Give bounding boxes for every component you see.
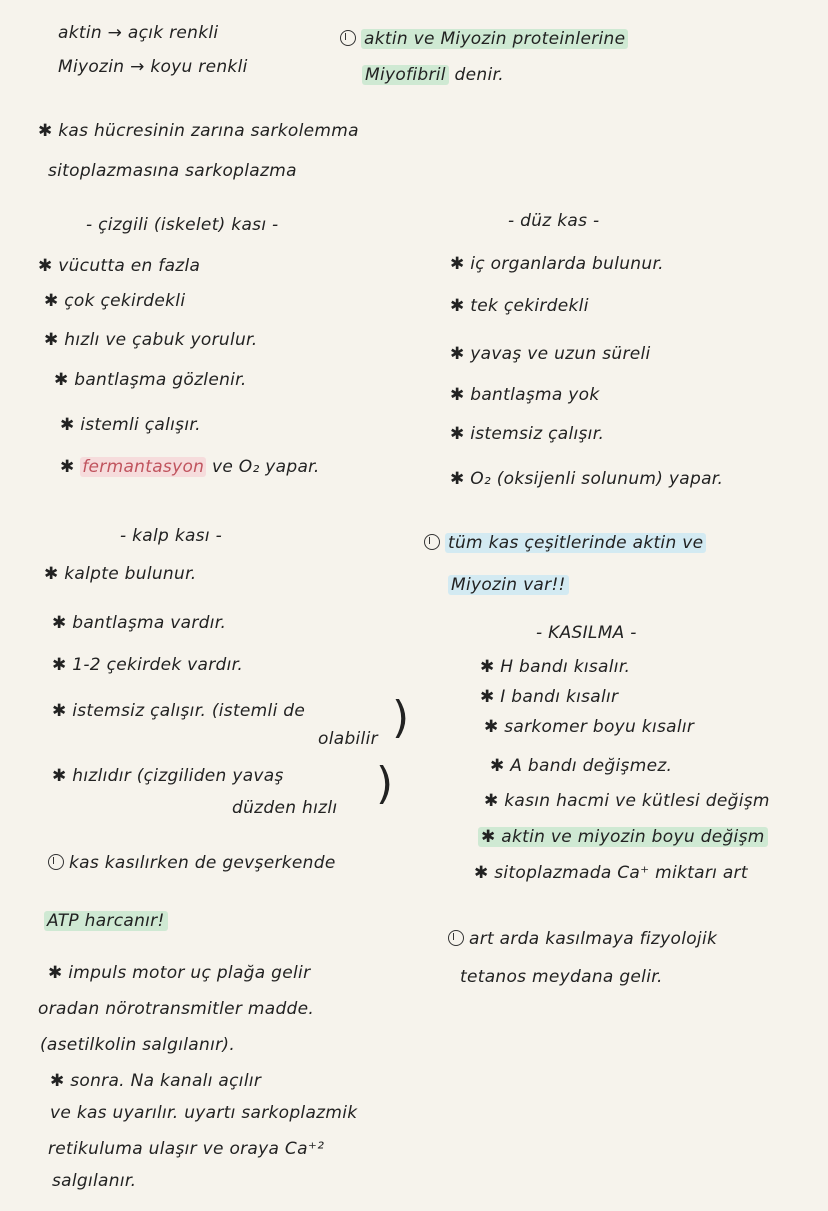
kalp-item-cont: olabilir xyxy=(318,729,378,749)
note-icon xyxy=(340,30,356,46)
kalp-item-cont: düzden hızlı xyxy=(232,798,338,818)
kalp-item: ✱ 1-2 çekirdek vardır. xyxy=(52,655,244,675)
cizgili-item: ✱ vücutta en fazla xyxy=(38,256,201,276)
cizgili-item: ✱ bantlaşma gözlenir. xyxy=(54,370,247,390)
cizgili-title: - çizgili (iskelet) kası - xyxy=(86,215,279,235)
impuls-line: oradan nörotransmitler madde. xyxy=(38,999,315,1019)
note-tum-kas: tüm kas çeşitlerinde aktin ve xyxy=(424,532,706,554)
note-miyofibril-2: Miyofibril denir. xyxy=(362,64,504,86)
note-atp-2: ATP harcanır! xyxy=(44,910,168,932)
note-atp: kas kasılırken de gevşerkende xyxy=(48,852,336,874)
kasilma-item: ✱ H bandı kısalır. xyxy=(480,657,631,677)
cizgili-item: ✱ hızlı ve çabuk yorulur. xyxy=(44,330,258,350)
duz-item: ✱ istemsiz çalışır. xyxy=(450,424,605,444)
kas-hucresi-line-2: sitoplazmasına sarkoplazma xyxy=(48,161,297,181)
kalp-item: ✱ istemsiz çalışır. (istemli de xyxy=(52,701,306,721)
kalp-item: ✱ kalpte bulunur. xyxy=(44,564,197,584)
kalp-title: - kalp kası - xyxy=(120,526,222,546)
kas-hucresi-line-1: ✱ kas hücresinin zarına sarkolemma xyxy=(38,121,359,141)
duz-item: ✱ yavaş ve uzun süreli xyxy=(450,344,651,364)
duz-item: ✱ bantlaşma yok xyxy=(450,385,600,405)
brace-icon: ) xyxy=(392,692,410,743)
note-icon xyxy=(448,930,464,946)
impuls-line: (asetilkolin salgılanır). xyxy=(40,1035,236,1055)
note-miyofibril: aktin ve Miyozin proteinlerine xyxy=(340,28,628,50)
kasilma-item: ✱ kasın hacmi ve kütlesi değişm xyxy=(484,791,770,811)
kasilma-item: ✱ I bandı kısalır xyxy=(480,687,619,707)
kasilma-item: ✱ sitoplazmada Ca⁺ miktarı art xyxy=(474,863,748,883)
kalp-item: ✱ hızlıdır (çizgiliden yavaş xyxy=(52,766,284,786)
note-tum-kas-2: Miyozin var!! xyxy=(448,574,569,596)
impuls-line: ✱ impuls motor uç plağa gelir xyxy=(48,963,311,983)
duz-item: ✱ tek çekirdekli xyxy=(450,296,589,316)
brace-icon: ) xyxy=(376,758,394,809)
note-icon xyxy=(48,854,64,870)
cizgili-item-fermantasyon: ✱ fermantasyon ve O₂ yapar. xyxy=(60,457,320,477)
sonra-line: salgılanır. xyxy=(52,1171,137,1191)
cizgili-item: ✱ çok çekirdekli xyxy=(44,291,186,311)
kalp-item: ✱ bantlaşma vardır. xyxy=(52,613,227,633)
duz-title: - düz kas - xyxy=(508,211,600,231)
miyozin-line: Miyozin → koyu renkli xyxy=(58,57,248,77)
kasilma-item: ✱ sarkomer boyu kısalır xyxy=(484,717,695,737)
sonra-line: retikuluma ulaşır ve oraya Ca⁺² xyxy=(48,1139,325,1159)
note-tetanos: art arda kasılmaya fizyolojik xyxy=(448,928,717,950)
duz-item: ✱ O₂ (oksijenli solunum) yapar. xyxy=(450,469,724,489)
kasilma-item: ✱ aktin ve miyozin boyu değişm xyxy=(478,826,768,848)
cizgili-item: ✱ istemli çalışır. xyxy=(60,415,201,435)
sonra-line: ✱ sonra. Na kanalı açılır xyxy=(50,1071,262,1091)
kasilma-item: ✱ A bandı değişmez. xyxy=(490,756,673,776)
duz-item: ✱ iç organlarda bulunur. xyxy=(450,254,664,274)
note-tetanos-2: tetanos meydana gelir. xyxy=(460,967,663,987)
aktin-line: aktin → açık renkli xyxy=(58,23,219,43)
kasilma-title: - KASILMA - xyxy=(536,623,637,643)
note-icon xyxy=(424,534,440,550)
sonra-line: ve kas uyarılır. uyartı sarkoplazmik xyxy=(50,1103,358,1123)
